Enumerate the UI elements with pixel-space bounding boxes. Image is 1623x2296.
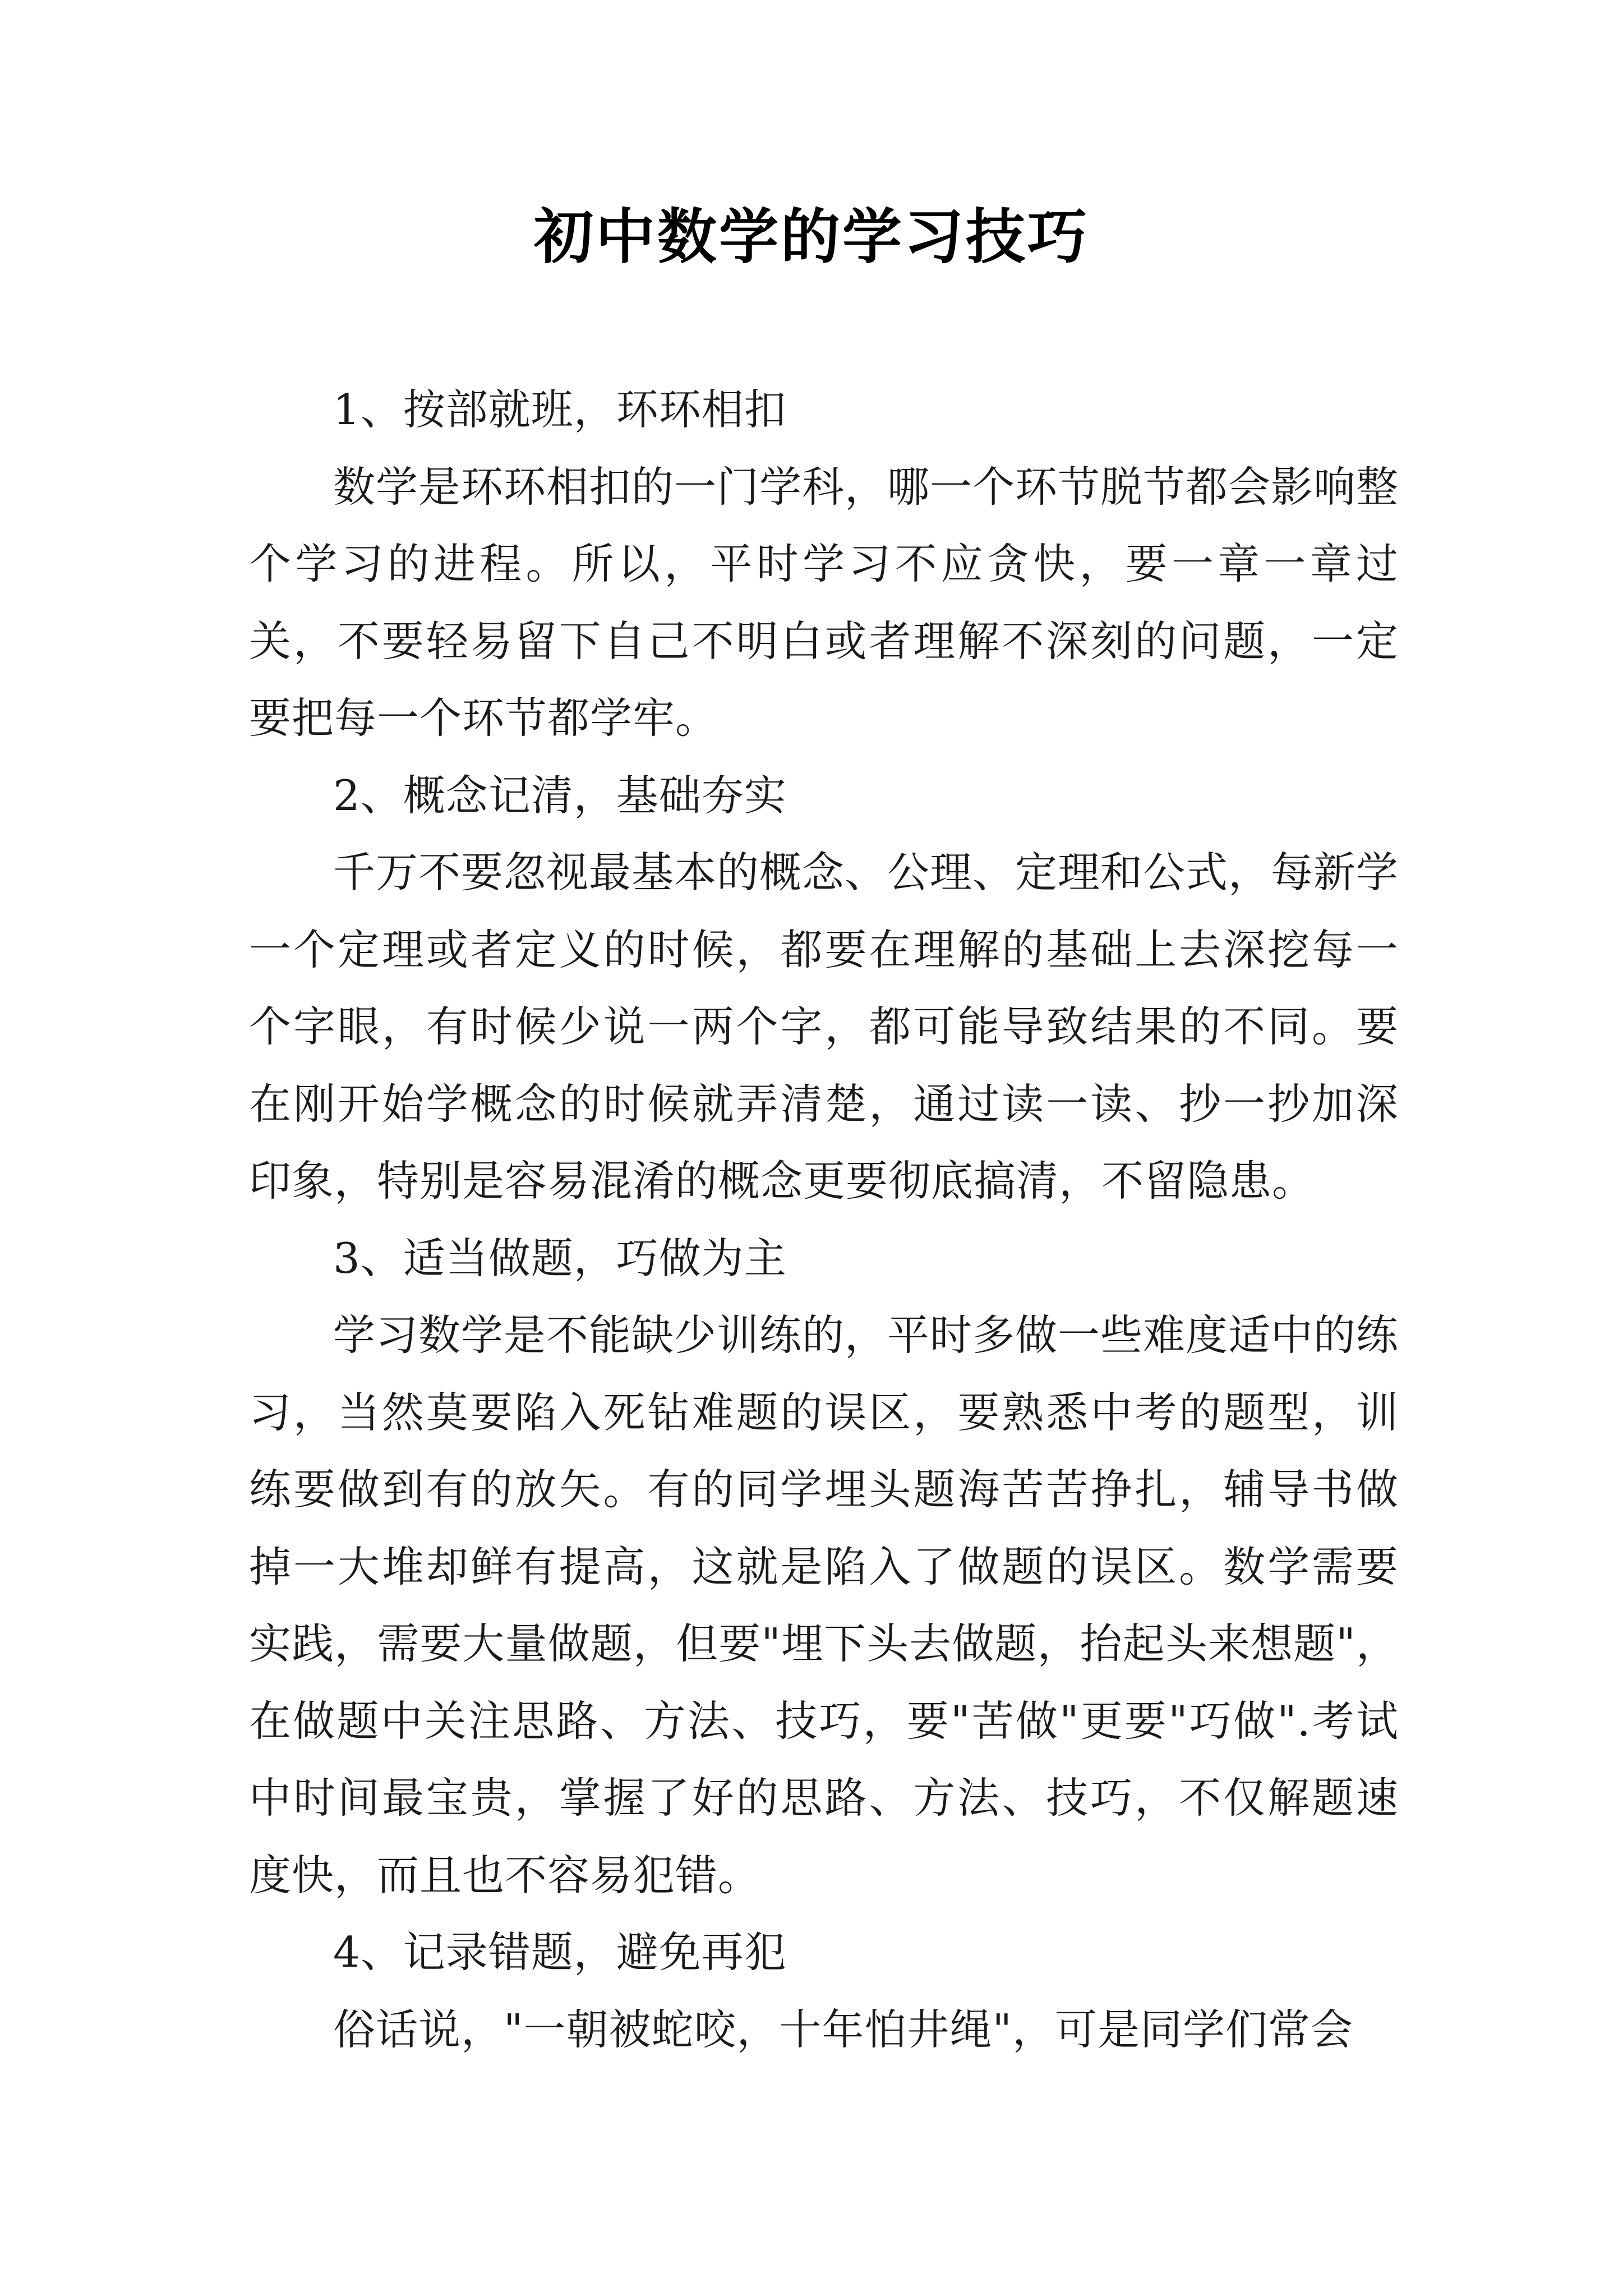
document-body bbox=[249, 371, 1399, 2068]
document-title: 初中数学的学习技巧 bbox=[534, 201, 1089, 272]
section-heading-3: 3、适当做题，巧做为主 bbox=[333, 1233, 787, 1283]
body-paragraph-3: 学习数学是不能缺少训练的，平时多做一些难度适中的练习，当然莫要陷入死钻难题的误区，要熟悉中考的题型，训练要做到有的放矢。有的同学埋头题海苦苦挣扎，辅导书做掉一大堆却鲜有提高，这就是陷入了做题的误区。数学需要实践，需要大量做题，但要"埋下头去做题，抬起头来想题"，在做题中关注思路、方法、技巧，要"苦做"更要"巧做".考试中时间最宝贵，掌握了好的思路、方法、技巧，不仅解题速度快，而且也不容易犯错。 bbox=[249, 1310, 1399, 1900]
body-paragraph-2: 千万不要忽视最基本的概念、公理、定理和公式，每新学一个定理或者定义的时候，都要在理解的基础上去深挖每一个字眼，有时候少说一两个字，都可能导致结果的不同。要在刚开始学概念的时候就弄清楚，通过读一读、抄一抄加深印象，特别是容易混淆的概念更要彻底搞清，不留隐患。 bbox=[249, 848, 1399, 1205]
section-heading-1: 1、按部就班，环环相扣 bbox=[333, 385, 787, 434]
section-heading-2: 2、概念记清，基础夯实 bbox=[333, 770, 787, 820]
body-paragraph-1: 数学是环环相扣的一门学科，哪一个环节脱节都会影响整个学习的进程。所以，平时学习不应贪快，要一章一章过关，不要轻易留下自己不明白或者理解不深刻的问题，一定要把每一个环节都学牢。 bbox=[249, 462, 1399, 743]
body-paragraph-4: 俗话说，"一朝被蛇咬，十年怕井绳"，可是同学们常会 bbox=[333, 2004, 1353, 2054]
section-heading-4: 4、记录错题，避免再犯 bbox=[333, 1927, 787, 1977]
